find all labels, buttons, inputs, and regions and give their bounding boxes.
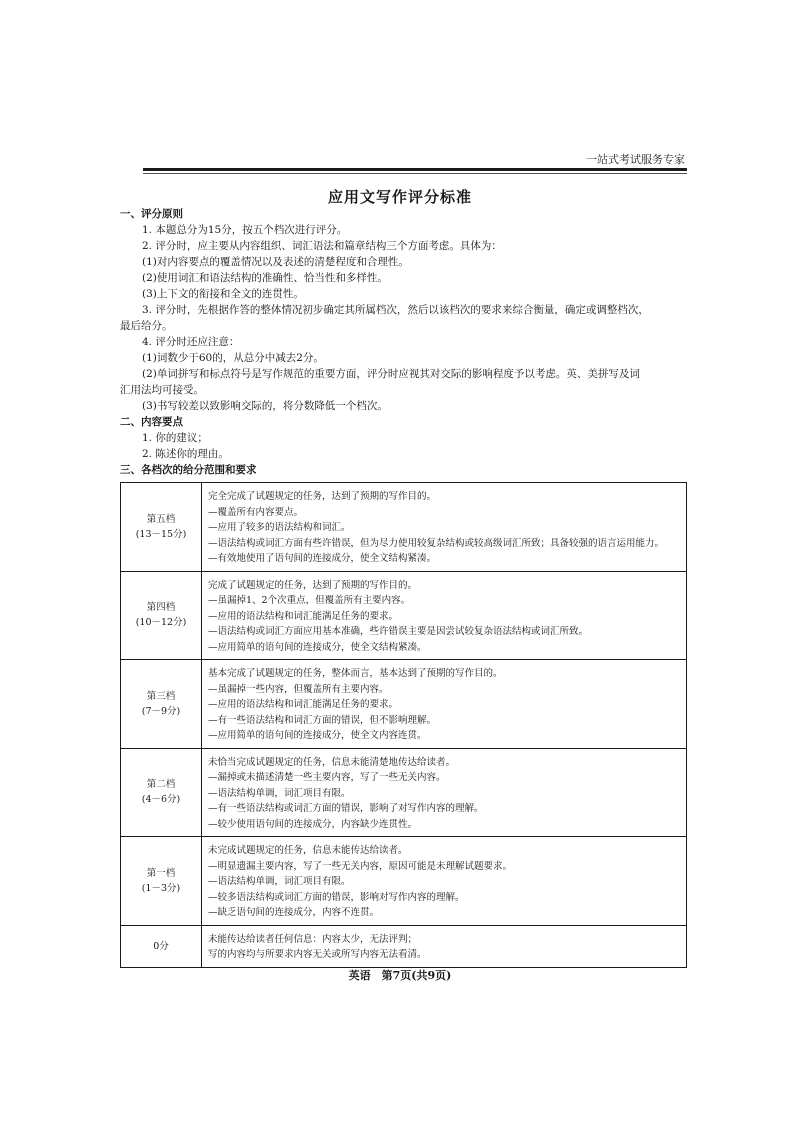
table-row — [121, 660, 687, 749]
grade-cell — [121, 660, 202, 749]
paragraph: (2)单词拼写和标点符号是写作规范的重要方面，评分时应视其对交际的影响程度予以考虑。英、美拼写及词 — [142, 368, 640, 380]
grade-name: 0分 — [153, 940, 169, 952]
grade-name: 第五档 — [146, 513, 176, 525]
grade-description — [202, 483, 687, 572]
description-line: —语法结构或词汇方面应用基本准确，些许错误主要是因尝试较复杂语法结构或词汇所致。 — [208, 626, 589, 637]
section-heading: 三、各档次的给分范围和要求 — [120, 464, 257, 476]
description-line: 未完成试题规定的任务，信息未能传达给读者。 — [208, 845, 408, 856]
paragraph: 汇用法均可接受。 — [120, 384, 204, 396]
description-line: —缺乏语句间的连接成分，内容不连贯。 — [208, 907, 380, 918]
header-brand: 一站式考试服务专家 — [586, 153, 685, 166]
grade-range: (13－15分) — [135, 528, 187, 540]
grade-name: 第二档 — [146, 779, 176, 791]
grade-range: (4－6分) — [141, 794, 181, 806]
table-row — [121, 837, 687, 926]
description-line: 未恰当完成试题规定的任务，信息未能清楚地传达给读者。 — [208, 756, 456, 768]
description-line: —虽漏掉1、2个次重点，但覆盖所有主要内容。 — [208, 595, 411, 606]
section-heading: 二、内容要点 — [120, 416, 183, 428]
description-line: 完全完成了试题规定的任务，达到了预期的写作目的。 — [208, 491, 437, 502]
description-line: —语法结构或词汇方面有些许错误，但为尽力使用较复杂结构或较高级词汇所致；具备较强的语言运用能力。 — [208, 537, 665, 549]
paragraph: 最后给分。 — [120, 320, 173, 332]
grade-range: (10－12分) — [135, 617, 187, 629]
page-title: 应用文写作评分标准 — [327, 188, 472, 206]
description-line: —明显遗漏主要内容，写了一些无关内容，原因可能是未理解试题要求。 — [208, 860, 513, 872]
paragraph: (1)词数少于60的，从总分中减去2分。 — [142, 352, 324, 364]
description-line: 未能传达给读者任何信息：内容太少，无法评判； — [208, 933, 418, 945]
description-line: —较多语法结构或词汇方面的错误，影响对写作内容的理解。 — [208, 891, 465, 903]
paragraph: (3)上下文的衔接和全文的连贯性。 — [142, 288, 304, 300]
paragraph: (1)对内容要点的覆盖情况以及表述的清楚程度和合理性。 — [142, 256, 409, 268]
table-row — [121, 748, 687, 837]
grade-name: 第一档 — [146, 867, 176, 879]
description-line: —较少使用语句间的连接成分，内容缺少连贯性。 — [208, 818, 418, 830]
paragraph: 4. 评分时还应注意： — [142, 336, 240, 348]
table-row — [121, 483, 687, 572]
grade-cell — [121, 571, 202, 660]
description-line: —有效地使用了语句间的连接成分，使全文结构紧凑。 — [208, 553, 437, 564]
paragraph: 2. 陈述你的理由。 — [142, 448, 229, 460]
grade-cell — [121, 837, 202, 926]
description-line: —有一些语法结构和词汇方面的错误，但不影响理解。 — [208, 714, 437, 726]
description-line: —语法结构单调，词汇项目有限。 — [208, 787, 351, 799]
grade-range: (7－9分) — [141, 705, 181, 717]
grade-description — [202, 837, 687, 926]
paragraph: 1. 你的建议； — [142, 432, 208, 444]
description-line: —应用了较多的语法结构和词汇。 — [208, 522, 351, 533]
description-line: —虽漏掉一些内容，但覆盖所有主要内容。 — [208, 683, 389, 695]
description-line: 基本完成了试题规定的任务，整体而言，基本达到了预期的写作目的。 — [208, 668, 503, 679]
grade-cell — [121, 483, 202, 572]
paragraph: 1. 本题总分为15分，按五个档次进行评分。 — [142, 224, 348, 236]
grade-description — [202, 571, 687, 660]
description-line: —有一些语法结构或词汇方面的错误，影响了对写作内容的理解。 — [208, 803, 484, 814]
description-line: —应用简单的语句间的连接成分，使全文内容连贯。 — [208, 730, 427, 741]
paragraph: (3)书写较差以致影响交际的，将分数降低一个档次。 — [142, 400, 388, 412]
grade-name: 第三档 — [146, 690, 176, 702]
paragraph: 2. 评分时，应主要从内容组织、词汇语法和篇章结构三个方面考虑。具体为： — [142, 240, 502, 252]
table-row — [121, 571, 687, 660]
description-line: 写的内容均与所要求内容无关或所写内容无法看清。 — [208, 949, 427, 960]
description-line: —漏掉或未描述清楚一些主要内容，写了一些无关内容。 — [208, 772, 446, 783]
paragraph: (2)使用词汇和语法结构的准确性、恰当性和多样性。 — [142, 272, 388, 284]
page-footer: 英语 第7页(共9页) — [348, 969, 452, 982]
grade-name: 第四档 — [146, 602, 176, 614]
description-line: —应用的语法结构和词汇能满足任务的要求。 — [208, 699, 399, 710]
grade-description — [202, 660, 687, 749]
paragraph: 3. 评分时，先根据作答的整体情况初步确定其所属档次，然后以该档次的要求来综合衡量，确定或调整档次， — [142, 304, 649, 316]
description-line: —应用简单的语句间的连接成分，使全文结构紧凑。 — [208, 641, 427, 653]
table-row — [121, 925, 687, 967]
description-line: —语法结构单调，词汇项目有限。 — [208, 876, 351, 887]
grading-table — [120, 482, 687, 968]
description-line: —覆盖所有内容要点。 — [208, 506, 304, 518]
header-rule — [143, 168, 687, 171]
grade-description — [202, 748, 687, 837]
description-line: 完成了试题规定的任务，达到了预期的写作目的。 — [208, 579, 418, 591]
grade-range: (1－3分) — [141, 882, 181, 894]
document-body — [120, 206, 688, 478]
description-line: —应用的语法结构和词汇能满足任务的要求。 — [208, 610, 399, 622]
grade-description — [202, 925, 687, 967]
grade-cell — [121, 925, 202, 967]
grade-cell — [121, 748, 202, 837]
section-heading: 一、评分原则 — [120, 208, 183, 220]
